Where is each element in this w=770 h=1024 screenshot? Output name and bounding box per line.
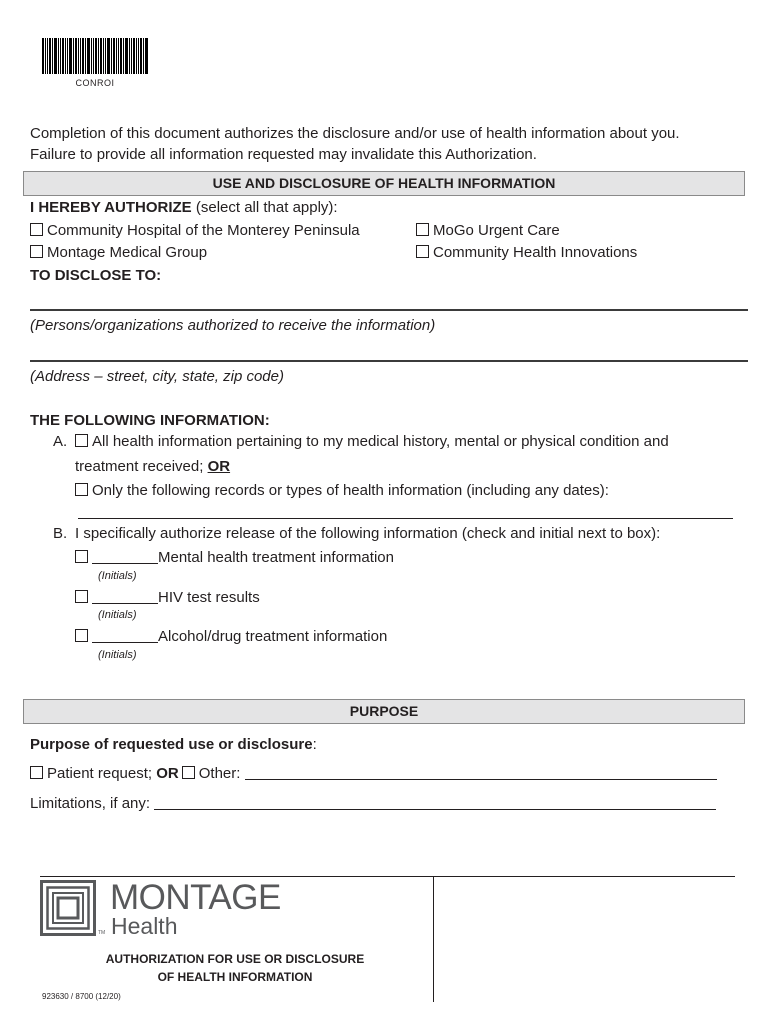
or-label: OR xyxy=(207,458,231,475)
form-title xyxy=(60,950,410,986)
limitations-line xyxy=(30,794,716,813)
logo-wordmark: MONTAGE xyxy=(110,878,281,917)
barcode-label: CONROI xyxy=(75,78,115,88)
checkbox[interactable] xyxy=(75,590,88,603)
limitations-field[interactable] xyxy=(154,809,716,810)
address-caption: (Address – street, city, state, zip code) xyxy=(30,368,284,385)
checkbox[interactable] xyxy=(30,223,43,236)
records-field-line[interactable] xyxy=(78,518,733,519)
initials-caption: (Initials) xyxy=(98,609,137,621)
specific-item-mental-health[interactable] xyxy=(75,548,394,567)
footer-vertical-divider xyxy=(433,876,434,1002)
authorize-label: I HEREBY AUTHORIZE xyxy=(30,199,192,216)
initials-blank[interactable] xyxy=(92,642,158,643)
disclose-to-label: TO DISCLOSE TO: xyxy=(30,267,162,284)
checkbox-patient-request[interactable] xyxy=(30,766,43,779)
item-label: Alcohol/drug treatment information xyxy=(158,628,388,645)
intro-text xyxy=(30,124,680,166)
limitations-label: Limitations, if any: xyxy=(30,795,155,812)
checkbox[interactable] xyxy=(75,483,88,496)
patient-request-label: Patient request; xyxy=(47,765,157,782)
logo-subtitle: Health xyxy=(111,913,178,939)
checkbox[interactable] xyxy=(75,550,88,563)
marker-b: B. xyxy=(53,525,68,542)
intro-line-2: Failure to provide all information requested may invalidate this Authorization. xyxy=(30,146,537,163)
intro-line-1: Completion of this document authorizes the disclosure and/or use of health information about you. xyxy=(30,125,680,142)
section-heading-use-disclosure: USE AND DISCLOSURE OF HEALTH INFORMATION xyxy=(23,171,745,196)
item-label: HIV test results xyxy=(158,589,260,606)
initials-caption: (Initials) xyxy=(98,649,137,661)
option-label: Community Health Innovations xyxy=(433,244,638,261)
specific-authorization-text: I specifically authorize release of the following information (check and initial next to box): xyxy=(75,525,661,542)
purpose-label-line xyxy=(30,735,317,754)
marker-a: A. xyxy=(53,433,68,450)
purpose-colon: : xyxy=(312,736,317,753)
initials-blank[interactable] xyxy=(92,603,158,604)
specific-item-alcohol-drug[interactable] xyxy=(75,627,387,646)
initials-caption: (Initials) xyxy=(98,570,137,582)
specific-item-hiv[interactable] xyxy=(75,588,260,607)
option-community-health-innovations[interactable] xyxy=(416,243,637,262)
purpose-label: Purpose of requested use or disclosure xyxy=(30,736,313,753)
option-all-health-info-cont xyxy=(75,457,230,476)
option-montage-medical-group[interactable] xyxy=(30,243,207,262)
address-field-line[interactable] xyxy=(30,360,748,362)
form-title-line-2: OF HEALTH INFORMATION xyxy=(157,970,313,984)
option-label: Community Hospital of the Monterey Peninsula xyxy=(47,222,360,239)
authorize-note: (select all that apply): xyxy=(191,199,338,216)
information-heading: THE FOLLOWING INFORMATION: xyxy=(30,412,270,429)
option-label: Montage Medical Group xyxy=(47,244,208,261)
option-label: Only the following records or types of health information (including any dates): xyxy=(92,482,609,499)
option-all-health-info[interactable] xyxy=(75,432,669,451)
option-mogo-urgent-care[interactable] xyxy=(416,221,560,240)
other-label: Other: xyxy=(198,765,245,782)
section-heading-purpose: PURPOSE xyxy=(23,699,745,724)
persons-field-line[interactable] xyxy=(30,309,748,311)
option-only-following-records[interactable] xyxy=(75,481,609,500)
option-community-hospital[interactable] xyxy=(30,221,360,240)
option-label-cont: treatment received; xyxy=(75,458,208,475)
option-label: All health information pertaining to my medical history, mental or physical condition and xyxy=(92,433,669,450)
item-label: Mental health treatment information xyxy=(158,549,394,566)
other-field[interactable] xyxy=(245,779,717,780)
option-label: MoGo Urgent Care xyxy=(433,222,560,239)
checkbox[interactable] xyxy=(416,245,429,258)
checkbox[interactable] xyxy=(416,223,429,236)
authorize-line xyxy=(30,198,338,217)
purpose-options xyxy=(30,764,717,783)
barcode-image xyxy=(42,38,148,74)
checkbox[interactable] xyxy=(75,434,88,447)
checkbox[interactable] xyxy=(75,629,88,642)
form-number: 923630 / 8700 (12/20) xyxy=(42,992,121,1001)
checkbox-other[interactable] xyxy=(182,766,195,779)
logo-trademark: TM xyxy=(98,930,106,936)
initials-blank[interactable] xyxy=(92,563,158,564)
montage-logo-icon xyxy=(40,880,96,936)
checkbox[interactable] xyxy=(30,245,43,258)
persons-caption: (Persons/organizations authorized to receive the information) xyxy=(30,317,436,334)
form-title-line-1: AUTHORIZATION FOR USE OR DISCLOSURE xyxy=(105,952,365,966)
footer-divider xyxy=(40,876,735,877)
or-label: OR xyxy=(156,765,179,782)
